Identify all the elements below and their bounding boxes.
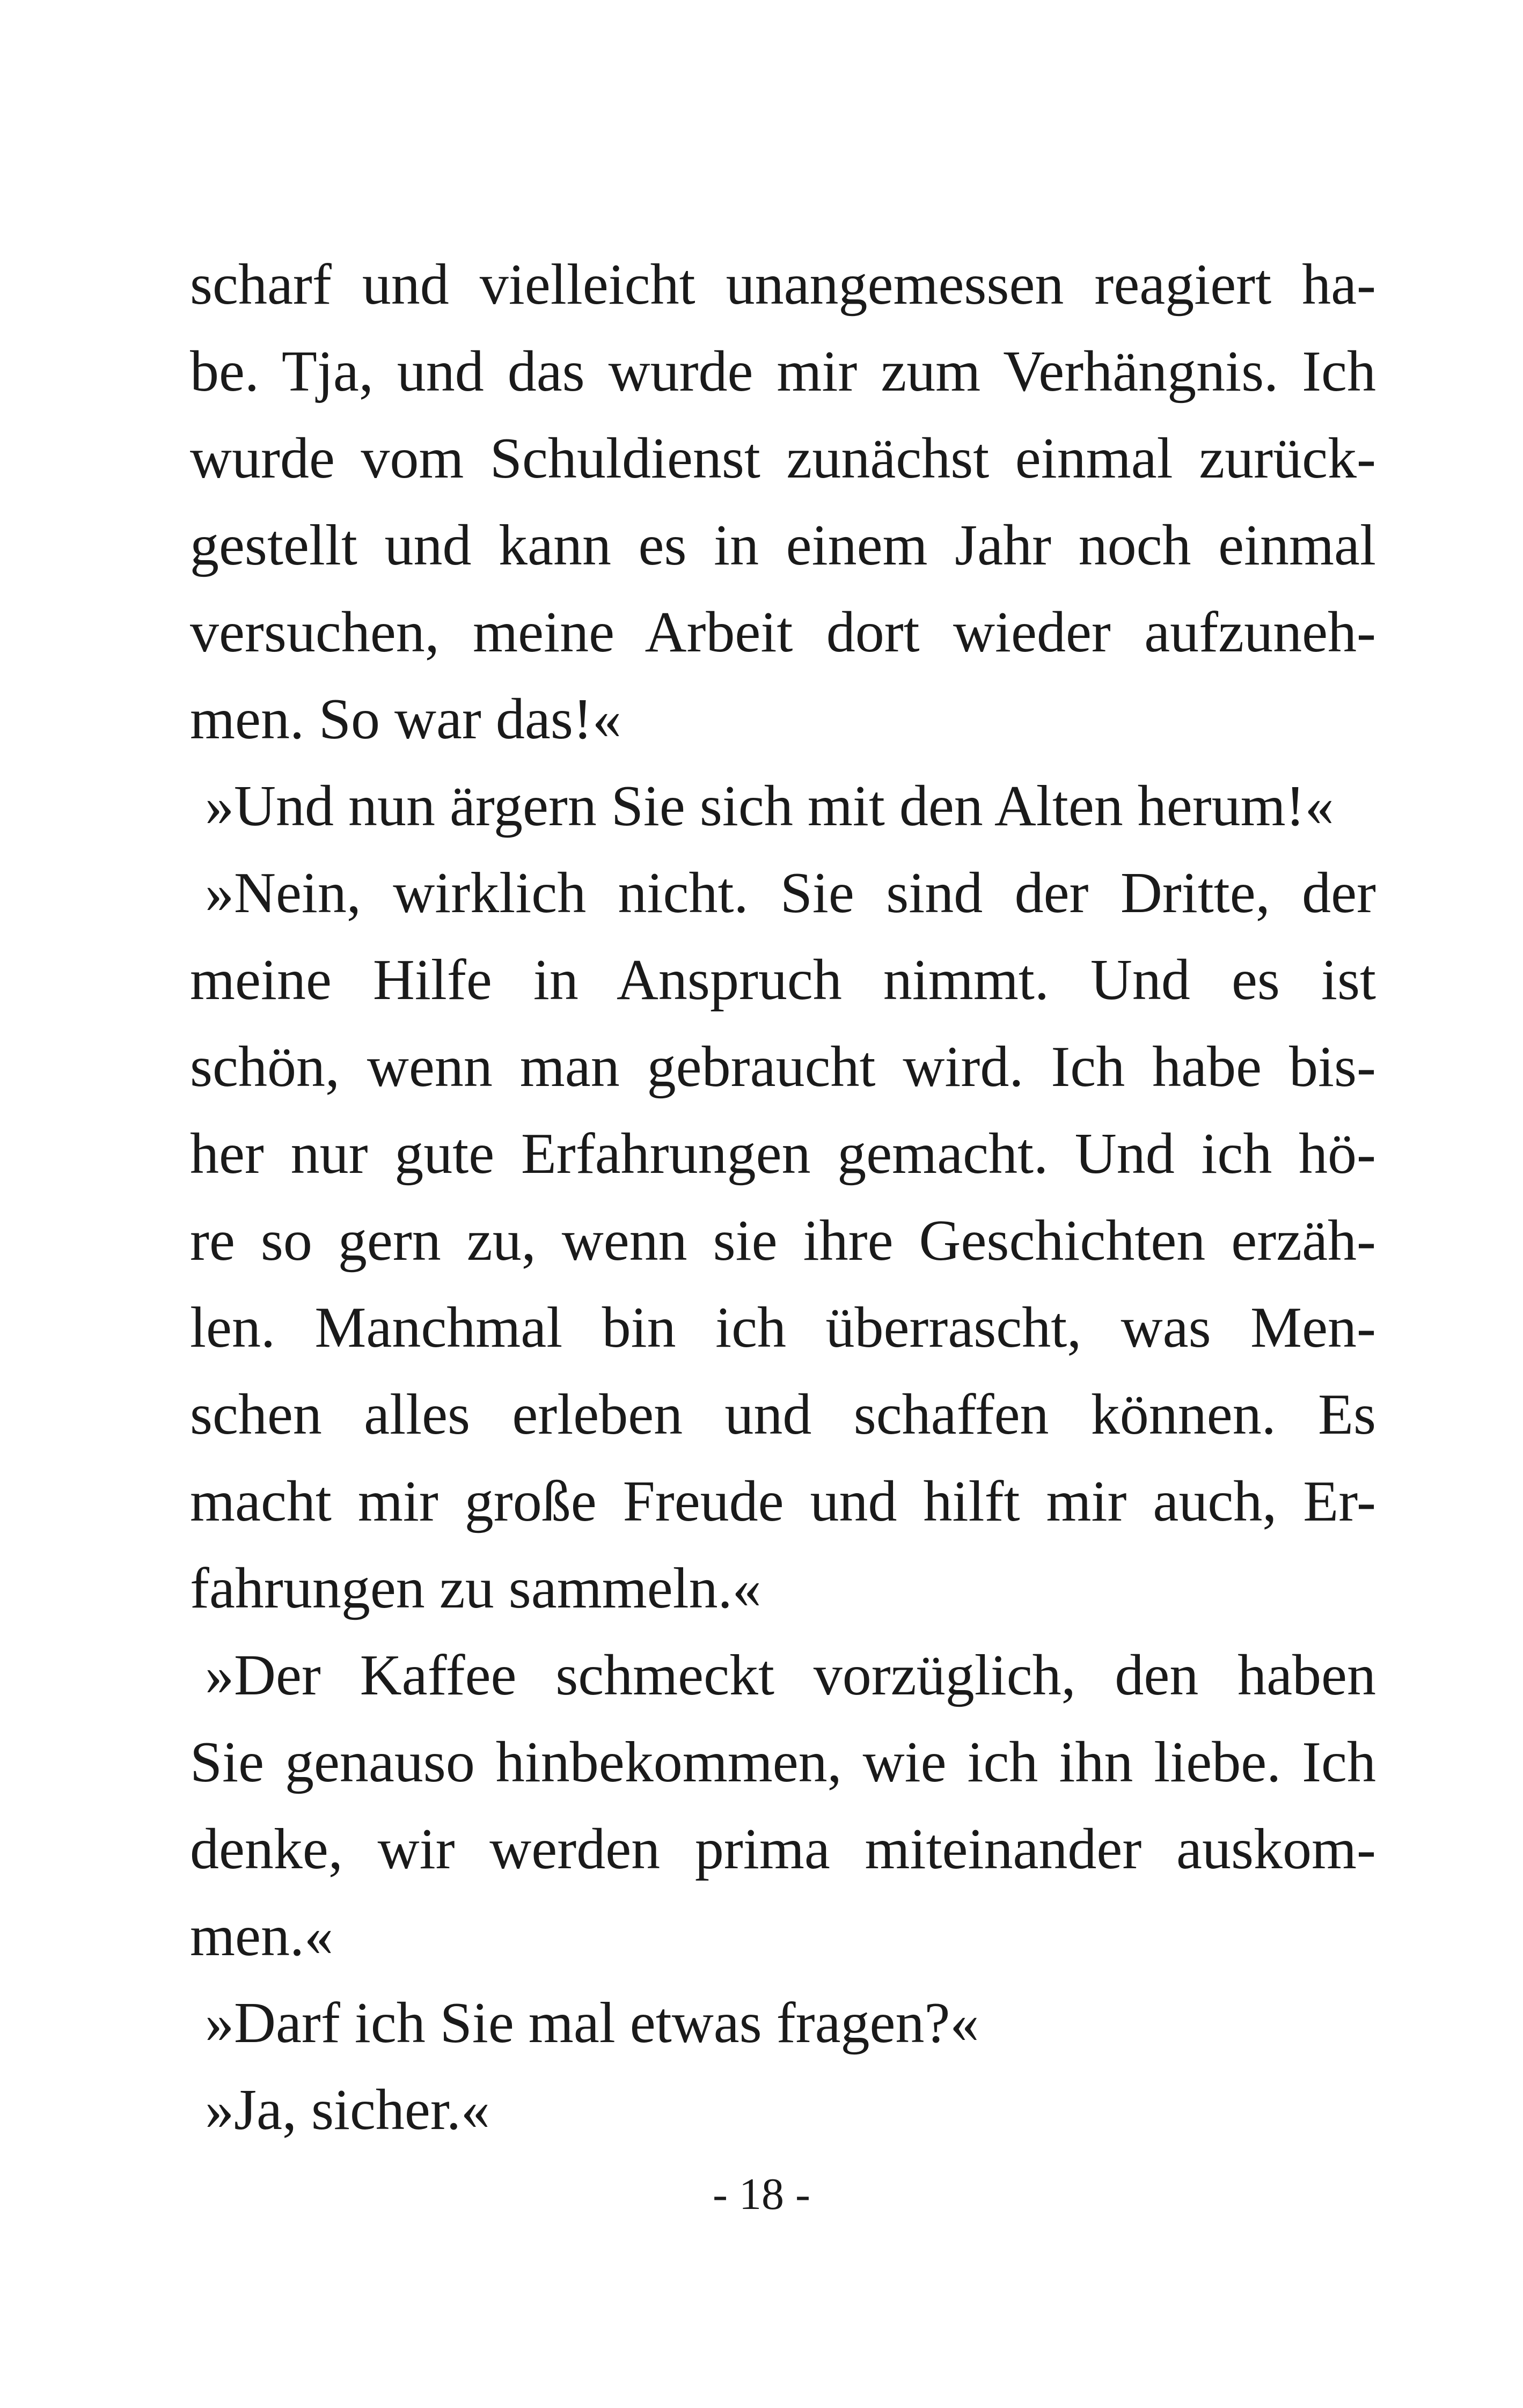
text-line: scharf und vielleicht unangemessen reagiert ha- <box>190 253 1376 317</box>
text-line: schön, wenn man gebraucht wird. Ich habe bis- <box>190 1035 1376 1099</box>
text-line: »Ja, sicher.« <box>205 2078 490 2142</box>
text-line: men.« <box>190 1904 333 1968</box>
text-line: »Und nun ärgern Sie sich mit den Alten herum!« <box>205 774 1334 838</box>
text-line: »Der Kaffee schmeckt vorzüglich, den haben <box>205 1643 1376 1707</box>
text-line: len. Manchmal bin ich überrascht, was Men- <box>190 1296 1376 1360</box>
text-line: »Nein, wirklich nicht. Sie sind der Dritte, der <box>205 861 1376 925</box>
page-body-text <box>190 241 1376 2154</box>
text-line: schen alles erleben und schaffen können. Es <box>190 1383 1376 1447</box>
page-number: - 18 - <box>713 2169 810 2219</box>
text-line: macht mir große Freude und hilft mir auch, Er- <box>190 1470 1376 1533</box>
text-line: versuchen, meine Arbeit dort wieder aufzuneh- <box>190 600 1376 664</box>
text-line: meine Hilfe in Anspruch nimmt. Und es ist <box>190 948 1376 1012</box>
text-line: re so gern zu, wenn sie ihre Geschichten erzäh- <box>190 1209 1376 1273</box>
text-line: wurde vom Schuldienst zunächst einmal zurück- <box>190 427 1376 490</box>
text-line: men. So war das!« <box>190 687 621 751</box>
text-line: her nur gute Erfahrungen gemacht. Und ich hö- <box>190 1122 1376 1186</box>
text-line: fahrungen zu sammeln.« <box>190 1557 762 1620</box>
text-line: »Darf ich Sie mal etwas fragen?« <box>205 1991 979 2055</box>
text-line: denke, wir werden prima miteinander auskom- <box>190 1817 1376 1881</box>
text-line: be. Tja, und das wurde mir zum Verhängnis. Ich <box>190 340 1376 403</box>
text-line: Sie genauso hinbekommen, wie ich ihn liebe. Ich <box>190 1730 1376 1794</box>
text-line: gestellt und kann es in einem Jahr noch einmal <box>190 513 1376 577</box>
